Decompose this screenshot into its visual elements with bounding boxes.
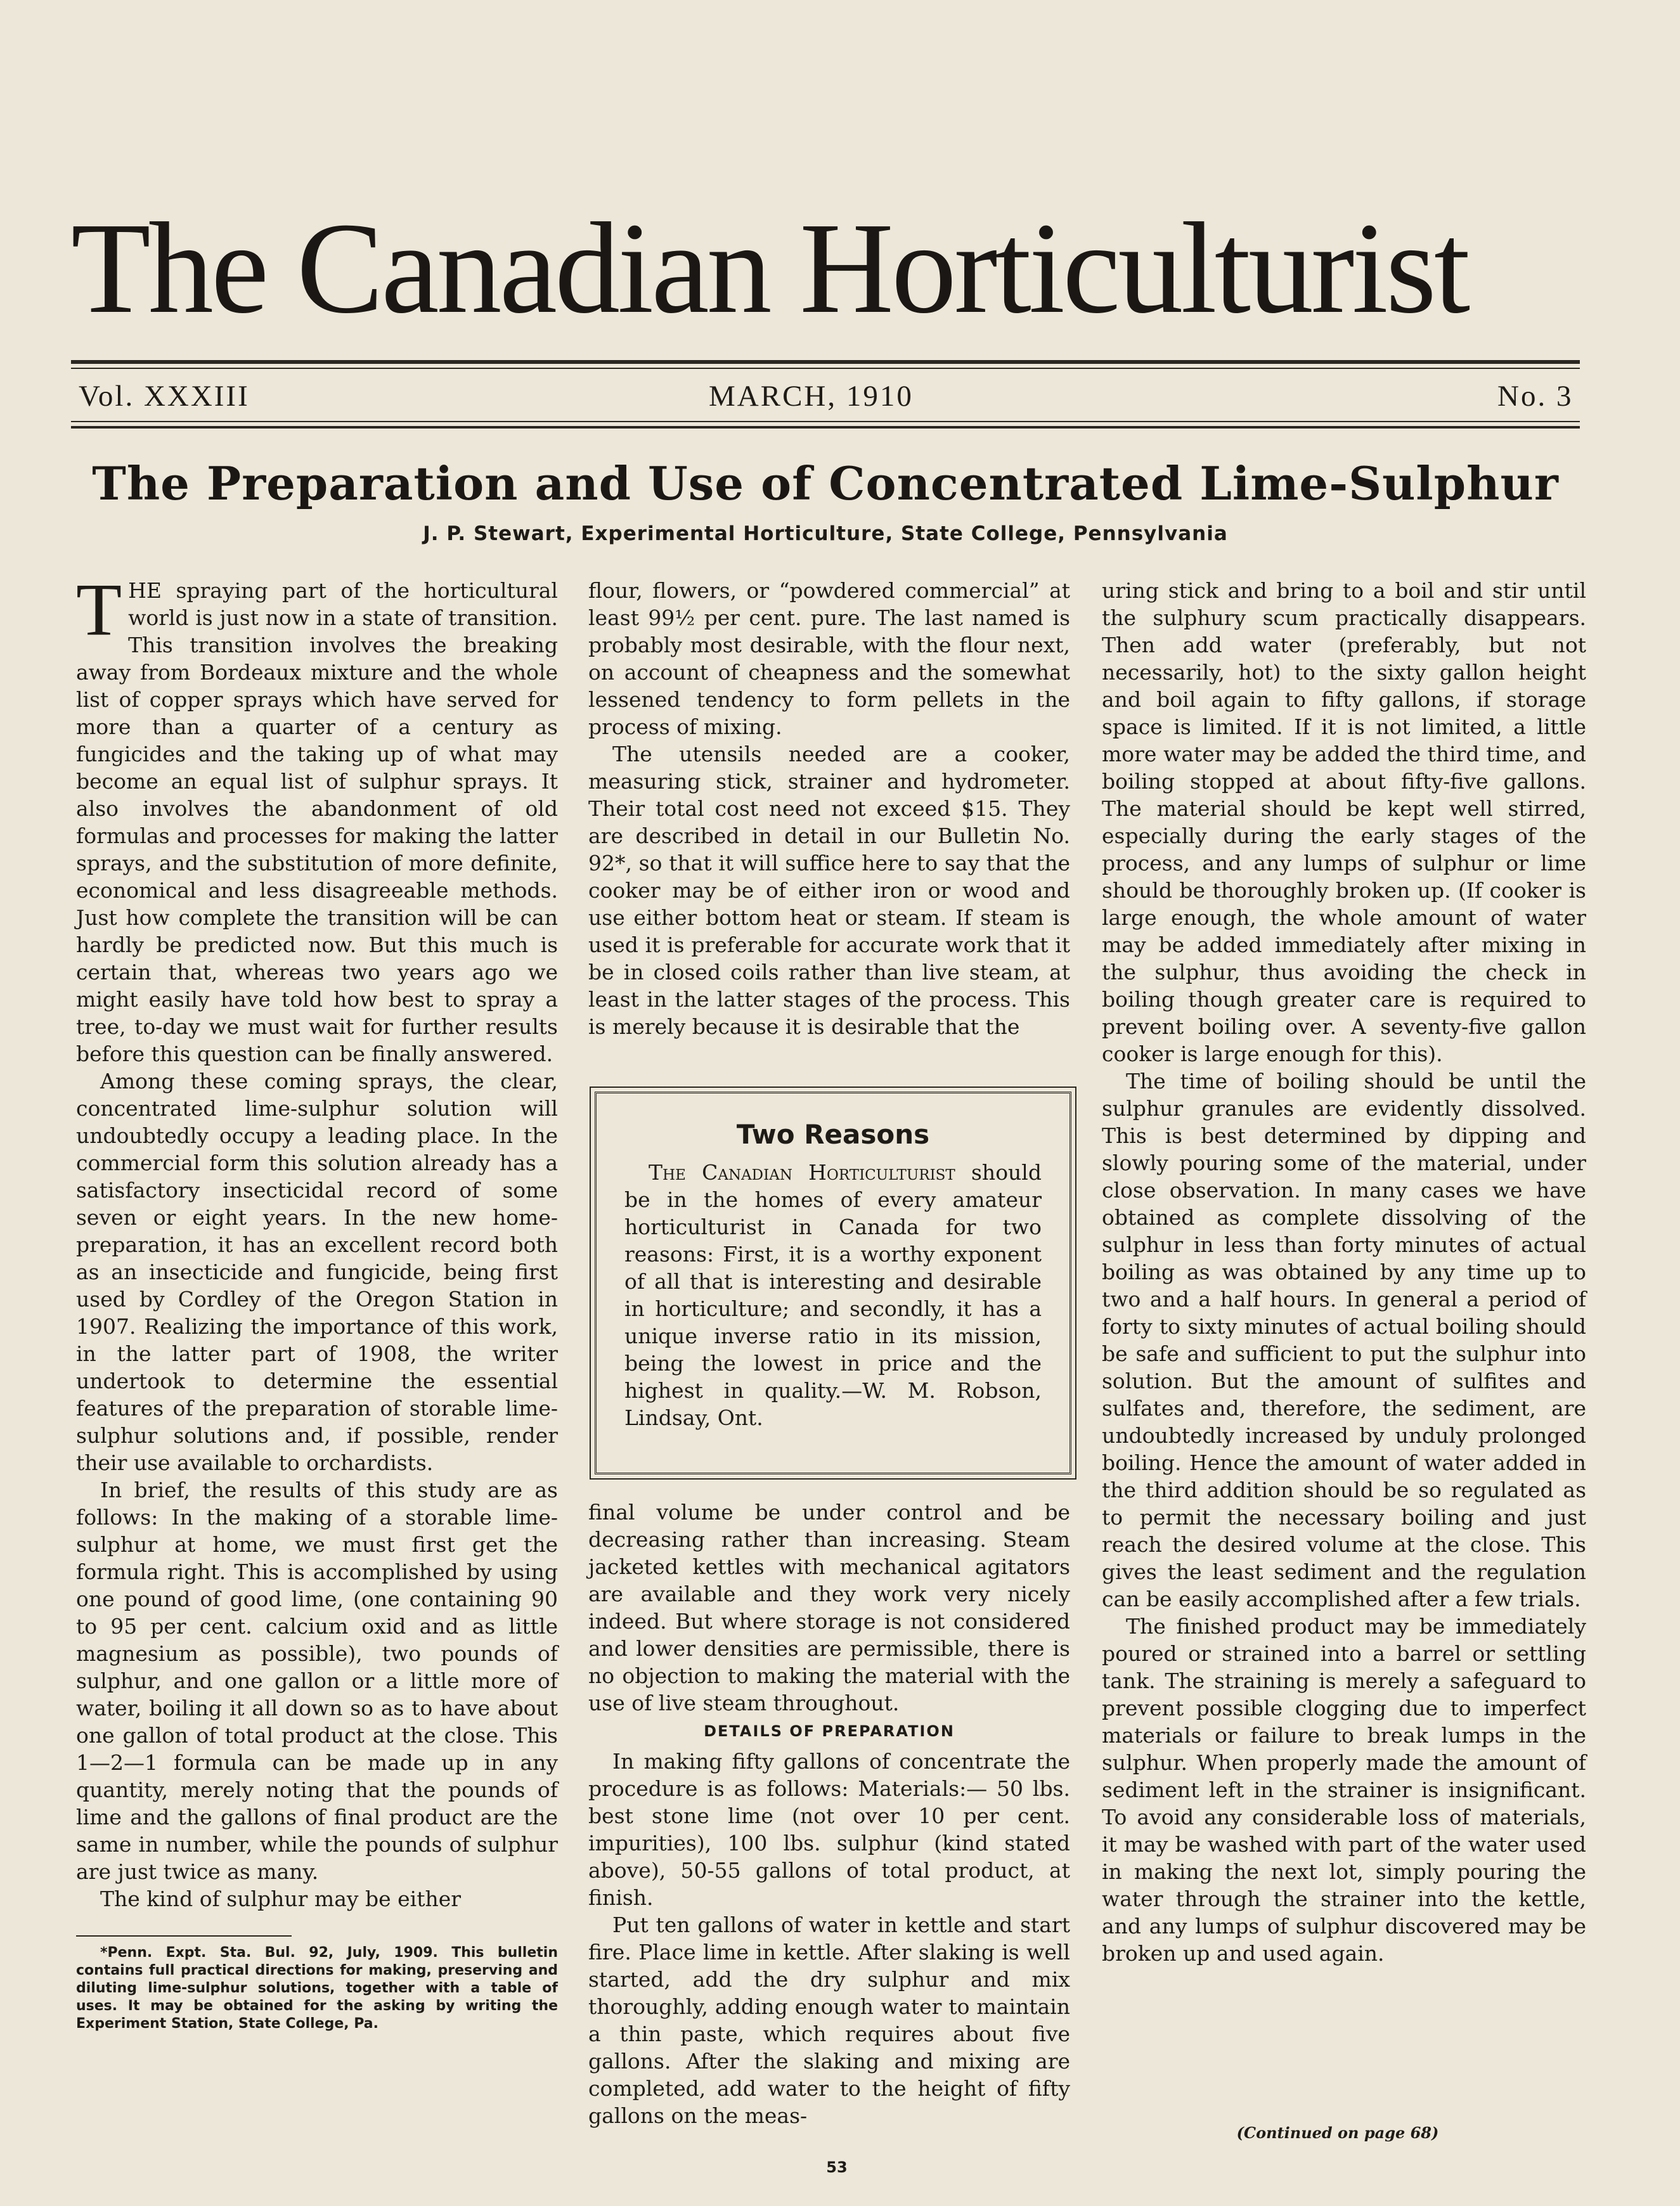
sidebar-box-text: The Canadian Horticulturist should be in the homes of every amateur horticulturist in Canada for two reasons: First, it is a worthy exponent of all that is interesting and desirable in horticulture; and secondly, it has a unique inverse ratio in its mission, being the lowest in price and the highest in quality.—W. M. Robson, Lindsay, Ont. bbox=[624, 1160, 1042, 1430]
paragraph: Put ten gallons of water in kettle and start fire. Place lime in kettle. After slaking is well started, add the dry sulphur and mix thoroughly, adding enough water to maintain a thin paste, which requires about five gallons. After the slaking and mixing are completed, add water to the height of fifty gallons on the meas- bbox=[588, 1913, 1070, 2128]
paragraph: flour, flowers, or “powdered commercial” at least 99½ per cent. pure. The last named is probably most desirable, with the flour next, on account of cheapness and the somewhat lessened tendency to form pellets in the process of mixing. bbox=[588, 578, 1070, 739]
paragraph: The finished product may be immediately poured or strained into a barrel or settling tank. The straining is merely a safeguard to prevent possible clogging due to imperfect materials or failure to break lumps in the sulphur. When properly made the amount of sediment left in the strainer is insignificant. To avoid any considerable loss of materials, it may be washed with part of the water used in making the next lot, simply pouring the water through the strainer into the kettle, and any lumps of sulphur discovered may be broken up and used again. bbox=[1102, 1614, 1586, 1966]
sidebar-box-title: Two Reasons bbox=[736, 1119, 930, 1150]
paragraph: final volume be under control and be decreasing rather than increasing. Steam jacketed kettles with mechanical agitators are available and they work very nicely indeed. But where storage is not considered and lower densities are permissible, there is no objection to making the material with the use of live steam throughout. bbox=[588, 1500, 1070, 1715]
paragraph: In brief, the results of this study are as follows: In the making of a storable lime-sulphur at home, we must first get the formula right. This is accomplished by using one pound of good lime, (one containing 90 to 95 per cent. calcium oxid and as little magnesium as possible), two pounds of sulphur, and one gallon or a little more of water, boiling it all down so as to have about one gallon of total product at the close. This 1—2—1 formula can be made up in any quantity, merely noting that the pounds of lime and the gallons of final product are the same in number, while the pounds of sulphur are just twice as many. bbox=[76, 1478, 558, 1884]
article-column-2 bbox=[588, 577, 1070, 1040]
masthead-rule bbox=[71, 360, 1580, 364]
issue-rule bbox=[71, 421, 1580, 422]
article-column-3 bbox=[1102, 577, 1586, 1967]
paragraph: uring stick and bring to a boil and stir until the sulphury scum practically disappears. Then add water (preferably, but not necessarily, hot) to the sixty gallon height and boil again to fifty gallons, if storage space is limited. If it is not limited, a little more water may be added the third time, and boiling stopped at about fifty-five gallons. The material should be kept well stirred, especially during the early stages of the process, and any lumps of sulphur or lime should be thoroughly broken up. (If cooker is large enough, the whole amount of water may be added immediately after mixing in the sulphur, thus avoiding the check in boiling though greater care is required to prevent boiling over. A seventy-five gallon cooker is large enough for this). bbox=[1102, 578, 1586, 1066]
paragraph: The time of boiling should be until the sulphur granules are evidently dissolved. This is best determined by dipping and slowly pouring some of the material, under close observation. In many cases we have obtained as complete dissolving of the sulphur in less than forty minutes of actual boiling as was obtained by any time up to two and a half hours. In general a period of forty to sixty minutes of actual boiling should be safe and sufficient to put the sulphur into solution. But the amount of sulfites and sulfates and, therefore, the sediment, are undoubtedly increased by unduly prolonged boiling. Hence the amount of water added in the third addition should be so regulated as to permit the necessary boiling and just reach the desired volume at the close. This gives the least sediment and the regulation can be easily accomplished after a few trials. bbox=[1102, 1069, 1586, 1611]
continued-note: (Continued on page 68) bbox=[1236, 2124, 1439, 2142]
paragraph: Among these coming sprays, the clear, concentrated lime-sulphur solution will undoubtedly occupy a leading place. In the commercial form this solution already has a satisfactory insecticidal record of some seven or eight years. In the new home-preparation, it has an excellent record both as an insecticide and fungicide, being first used by Cordley of the Oregon Station in 1907. Realizing the importance of this work, in the latter part of 1908, the writer undertook to determine the essential features of the preparation of storable lime-sulphur solutions and, if possible, render their use available to orchardists. bbox=[76, 1069, 558, 1475]
page-number: 53 bbox=[826, 2158, 848, 2176]
paragraph: The kind of sulphur may be either bbox=[100, 1887, 462, 1911]
issue-date: MARCH, 1910 bbox=[709, 380, 914, 413]
volume-label: Vol. XXXIII bbox=[79, 380, 250, 413]
masthead-title: The Canadian Horticulturist bbox=[71, 195, 1468, 340]
footnote: *Penn. Expt. Sta. Bul. 92, July, 1909. This bulletin contains full practical directions for making, preserving and diluting lime-sulphur solutions, together with a table of uses. It may be obtained for the asking by writing the Experiment Station, State College, Pa. bbox=[76, 1945, 558, 2032]
section-subhead: DETAILS OF PREPARATION bbox=[704, 1722, 955, 1740]
issue-number: No. 3 bbox=[1497, 380, 1573, 413]
paragraph: The utensils needed are a cooker, measuring stick, strainer and hydrometer. Their total cost need not exceed $15. They are described in detail in our Bulletin No. 92*, so that it will suffice here to say that the cooker may be of either iron or wood and use either bottom heat or steam. If steam is used it is preferable for accurate work that it be in closed coils rather than live steam, at least in the latter stages of the process. This is merely because it is desirable that the bbox=[588, 742, 1070, 1039]
article-column-1 bbox=[76, 568, 558, 2033]
article-column-2-lower bbox=[588, 1499, 1070, 2129]
article-title: The Preparation and Use of Concentrated Lime-Sulphur bbox=[92, 456, 1559, 510]
footnote-rule bbox=[76, 1935, 292, 1937]
sidebar-box-lead: The Canadian Horticulturist bbox=[649, 1160, 955, 1185]
article-byline: J. P. Stewart, Experimental Horticulture, State College, Pennsylvania bbox=[423, 522, 1228, 545]
paragraph: THE spraying part of the horticultural world is just now in a state of transition. This transition involves the breaking away from Bordeaux mixture and the whole list of copper sprays which have served for more than a quarter of a century as fungicides and the taking up of what may become an equal list of sulphur sprays. It also involves the abandonment of old formulas and processes for making the latter sprays, and the substitution of more definite, economical and less disagreeable methods. Just how complete the transition will be can hardly be predicted now. But this much is certain that, whereas two years ago we might easily have told how best to spray a tree, to-day we must wait for further results before this question can be finally answered. bbox=[76, 568, 558, 1066]
paragraph: In making fifty gallons of concentrate the procedure is as follows: Materials:— 50 lbs. best stone lime (not over 10 per cent. impurities), 100 lbs. sulphur (kind stated above), 50-55 gallons of total product, at finish. bbox=[588, 1749, 1070, 1910]
drop-cap: T bbox=[76, 568, 122, 651]
masthead-rule-thin bbox=[71, 368, 1580, 369]
sidebar-box bbox=[595, 1092, 1071, 1474]
issue-rule-thick bbox=[71, 426, 1580, 429]
